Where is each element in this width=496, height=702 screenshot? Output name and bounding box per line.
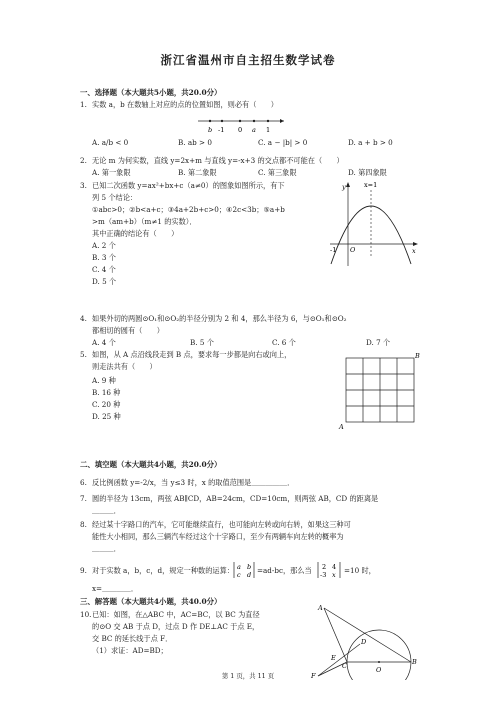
question-text: （1）求证：AD=BD； [92,646,168,655]
question-number: 2. [80,156,87,165]
question-text: ①abc>0；②b<a+c；③4a+2b+c>0；④2c<3b；⑤a+b [92,205,285,214]
grid-lines [346,358,414,422]
q5-option-c[interactable]: C. 20 种 [92,400,121,409]
label-origin: O [350,246,356,254]
label-d: D [361,638,367,646]
question-number: 6. [80,478,87,487]
label-one: 1 [266,126,271,134]
question-text: 无论 m 为何实数，直线 y=2x+m 与直线 y=-x+3 的交点都不可能在（ ） [92,156,344,165]
question-text: x=＿＿＿＿． [92,584,139,593]
question-text: >m（am+b）（m≠1 的实数）． [92,217,197,226]
q5-option-b[interactable]: B. 16 种 [92,388,121,397]
q3-option-b[interactable]: B. 3 个 [92,253,116,262]
question-number: 9. [80,566,87,575]
question-text: 都相切的圆有（ ） [92,326,164,335]
question-text: 已知：如图，在△ABC 中，AC=BC，以 BC 为直径 [92,610,260,619]
q5-option-a[interactable]: A. 9 种 [92,376,116,385]
parabola-graph [328,178,420,270]
q1-option-a[interactable]: A. a/b < 0 [92,138,129,147]
label-y: y [342,183,346,191]
page-footer: 第 1 页，共 11 页 [221,672,275,680]
section-heading-fill: 二、填空题（本大题共4小题，共20.0分） [80,460,222,469]
question-text: ＿＿＿． [92,506,121,515]
label-o: O [376,666,382,674]
label-zero: 0 [238,126,243,134]
question-number: 5. [80,350,87,359]
label-a: A [339,423,344,430]
question-6 [80,478,420,487]
section-heading-choice: 一、选择题（本大题共5小题，共20.0分） [80,88,222,97]
det-b: b [247,563,252,571]
label-b: b [208,126,213,134]
question-number: 3. [80,181,87,190]
question-text: 则走法共有（ ） [92,362,157,371]
label-x: x [412,247,416,255]
point-minus-one [221,120,223,122]
question-2 [80,156,420,165]
determinant-1 [232,560,256,580]
section-heading-solve: 三、解答题（本大题共4小题，共40.0分） [80,597,222,606]
label-c: C [342,662,347,670]
q2-option-a[interactable]: A. 第一象限 [92,168,131,177]
question-text: 的⊙O 交 AB 于点 D，过点 D 作 DE⊥AC 于点 E， [92,622,260,631]
label-b: B [415,352,420,360]
point-zero [239,120,241,122]
label-x-eq-1: x=1 [364,181,378,189]
center-point [378,661,380,663]
label-a: a [252,126,256,134]
q5-option-d[interactable]: D. 25 种 [92,412,121,421]
question-number: 10. [80,610,92,619]
question-number: 8. [80,520,87,529]
question-text: 能性大小相同，那么三辆汽车经过这个十字路口，至少有两辆车向左转的概率为 [92,532,344,541]
page-title: 浙江省温州市自主招生数学试卷 [160,53,336,67]
q3-option-a[interactable]: A. 2 个 [92,241,116,250]
q2-option-c[interactable]: C. 第三象限 [258,168,297,177]
q3-option-c[interactable]: C. 4 个 [92,265,116,274]
question-7 [80,494,440,503]
geometry-figure [306,604,424,680]
label-minus-one: -1 [218,126,225,134]
det-d: d [247,571,252,579]
grid-path-figure [338,350,422,430]
label-a: A [318,604,323,612]
label-f: F [311,672,316,680]
question-text: 实数 a，b 在数轴上对应的点的位置如图，则必有（ ） [92,100,278,109]
question-text: =10 时， [344,566,376,575]
q1-option-c[interactable]: C. a − |b| > 0 [258,138,308,147]
det-d: x [332,571,336,579]
number-line-figure [196,113,286,135]
question-number: 7. [80,494,87,503]
q4-option-b[interactable]: B. 5 个 [190,338,214,347]
question-text: 已知二次函数 y=ax²+bx+c（a≠0）的图象如图所示，有下 [92,181,285,190]
label-b: B [412,658,417,666]
arrow-icon [346,182,350,187]
point-one [267,120,269,122]
question-text: 反比例函数 y=-2/x，当 y≤3 时，x 的取值范围是＿＿＿＿＿． [92,478,295,487]
q2-option-d[interactable]: D. 第四象限 [348,168,387,177]
question-10 [80,610,310,619]
det-b: 4 [332,563,337,571]
label-e: E [331,654,336,662]
question-number: 4. [80,314,87,323]
det-c: -3 [320,571,327,579]
arrow-icon [413,242,418,246]
question-text: 如图，从 A 点沿线段走到 B 点，要求每一步都是向右或向上， [92,350,292,359]
question-text: 经过某十字路口的汽车，它可能继续直行，也可能向左转或向右转，如果这三种可 [92,520,351,529]
det-c: c [237,571,241,579]
q4-option-d[interactable]: D. 7 个 [366,338,391,347]
determinant-2 [316,560,342,580]
question-text: 其中正确的结论有（ ） [92,229,179,238]
question-text: 对于实数 a，b，c，d，规定一种数的运算： [92,566,234,575]
point-a [253,120,255,122]
question-text: 如果外切的两圆⊙O₁和⊙O₂的半径分别为 2 和 4，那么半径为 6，与⊙O₁和⊙O₂ [92,314,347,323]
question-text: ＿＿＿． [92,544,121,553]
q4-option-a[interactable]: A. 4 个 [92,338,116,347]
q3-option-d[interactable]: D. 5 个 [92,277,117,286]
question-text: 交 BC 的延长线于点 F． [92,634,173,643]
det-a: a [237,563,241,571]
question-text: =ad-bc，那么当 [257,566,312,575]
question-4 [80,314,440,323]
q2-option-b[interactable]: B. 第二象限 [178,168,217,177]
question-text: 圆的半径为 13cm，两弦 AB∥CD，AB=24cm，CD=10cm，则两弦 AB，CD 的距离是 [92,494,379,503]
q4-option-c[interactable]: C. 6 个 [272,338,296,347]
label-minus-one: -1 [330,246,337,254]
q1-option-b[interactable]: B. ab > 0 [178,138,212,147]
question-8 [80,520,440,529]
question-number: 1. [80,100,87,109]
det-a: 2 [322,563,327,571]
q1-option-d[interactable]: D. a + b > 0 [348,138,393,147]
arrow-icon [280,119,284,123]
point-b [209,120,211,122]
question-1 [80,100,420,109]
question-text: 列 5 个结论： [92,193,138,202]
